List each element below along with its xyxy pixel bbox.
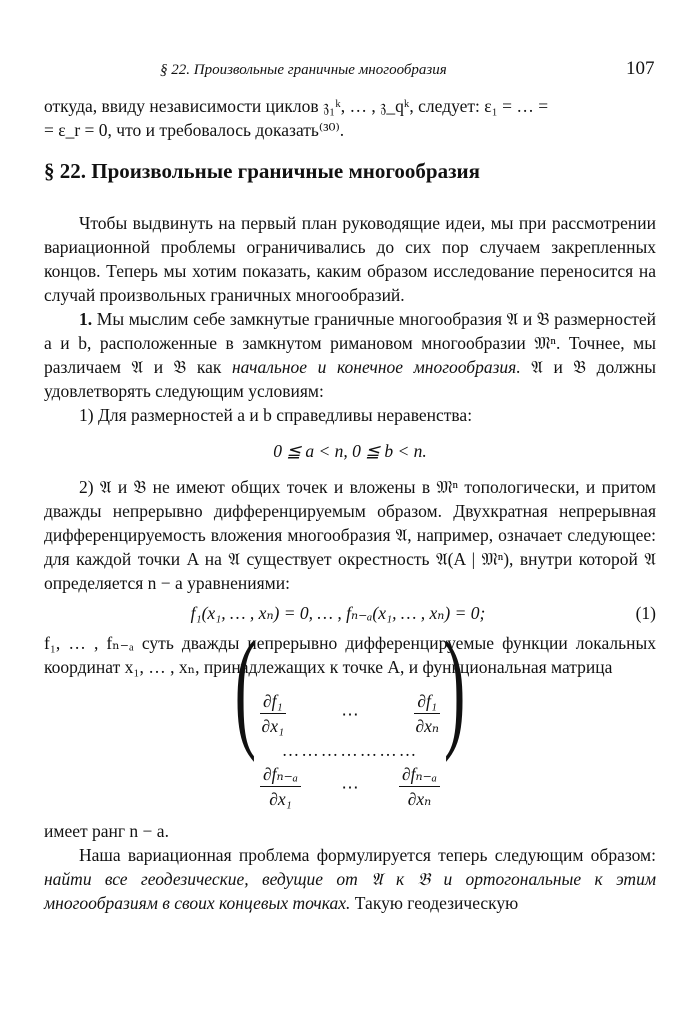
running-head-title: § 22. Произвольные граничные многообразия [160, 62, 447, 78]
paragraph: Чтобы выдвинуть на первый план руководящие идеи, мы при рассмотрении вариационной проблемы ограничивались до сих пор случаем закрепленных концов. Теперь мы хотим показать, каким образом исследование переносится на случай произвольных граничных многообразий. [44, 213, 656, 305]
item-number: 1. [79, 309, 93, 329]
condition-2: 2) 𝔄 и 𝔅 не имеют общих точек и вложены в 𝔐ⁿ топологически, и притом дважды непрерывно дифференцируемым образом. Двухкратная непрерывная дифференцируемость вложения многообразия 𝔄, например, означает следующее: для каждой точки A на 𝔄 существует окрестность 𝔄(A | 𝔐ⁿ), внутри которой 𝔄 определяется n − a уравнениями: [44, 477, 656, 593]
paragraph-text: Такую геодезическую [354, 893, 519, 913]
matrix-dots-row: ………………… [281, 740, 419, 760]
text-line: = ε_r = 0, что и требовалось доказать⁽³⁰⁾. [44, 120, 345, 140]
paragraph: f₁, … , fₙ₋ₐ суть дважды непрерывно дифференцируемые функции локальных координат x₁, … , xₙ, принадлежащих к точке A, и функциональная матрица [44, 633, 656, 677]
equation-text: f₁(x₁, … , xₙ) = 0, … , fₙ₋ₐ(x₁, … , xₙ) = 0; [190, 603, 486, 623]
matrix-entry: ∂fₙ₋ₐ [260, 762, 301, 787]
matrix-entry: ∂xₙ [407, 789, 432, 809]
paragraph: имеет ранг n − a. [44, 821, 169, 841]
emphasis-text: найти все геодезические, ведущие от 𝔄 к 𝔅 и ортогональные к этим многообразиям в своих концевых точках. [44, 869, 656, 913]
inequality [44, 427, 656, 475]
emphasis-text: начальное и конечное многообразия. [231, 357, 521, 377]
matrix-entry: ∂xₙ [415, 716, 439, 736]
matrix-entry: ∂fₙ₋ₐ [399, 762, 440, 787]
page-number: 107 [626, 58, 655, 79]
paragraph-text: Мы мыслим себе замкнутые граничные многообразия 𝔄 и 𝔅 размерностей a и b, расположенные в замкнутом римановом многообразии 𝔐ⁿ. Точнее, мы различаем 𝔄 и 𝔅 как [44, 309, 657, 377]
section-heading: § 22. Произвольные граничные многообразия [44, 159, 480, 183]
matrix-dots: ⋯ [341, 776, 359, 797]
inequality-text: 0 ≦ a < n, 0 ≦ b < n. [273, 441, 427, 461]
matrix-entry: ∂x₁ [269, 789, 292, 809]
matrix-entry: ∂x₁ [261, 716, 285, 736]
condition-1: 1) Для размерностей a и b справедливы неравенства: [79, 405, 473, 425]
paragraph [44, 843, 656, 915]
paragraph [44, 307, 656, 403]
paragraph-text: Наша вариационная проблема формулируется теперь следующим образом: [79, 845, 656, 865]
running-head [0, 58, 700, 84]
paragraph-text: 𝔄 и 𝔅 должны удовлетворять следующим условиям: [44, 357, 657, 401]
text-line: откуда, ввиду независимости циклов 𝔷₁ᵏ, … , 𝔷_qᵏ, следует: ε₁ = … = [44, 96, 549, 116]
functional-matrix: ( $\frac{\text{∂f₁}}{\text{∂x₁}}$ ⋯ $\frac{\text{∂f₁}}{\text{∂xₙ}}$ ………………… $\frac{\text{∂fₙ₋ₐ}}{\text{∂x₁}}$ ⋯ $\frac{\text{∂fₙ₋ₐ}}{\text{∂xₙ}}$ ) [234, 613, 466, 809]
equation-number: (1) [635, 603, 656, 623]
matrix-dots: ⋯ [341, 703, 359, 724]
matrix-entry: ∂f₁ [414, 689, 440, 714]
page-body [44, 94, 656, 915]
equation-1 [44, 595, 656, 631]
matrix-entry: ∂f₁ [260, 689, 286, 714]
